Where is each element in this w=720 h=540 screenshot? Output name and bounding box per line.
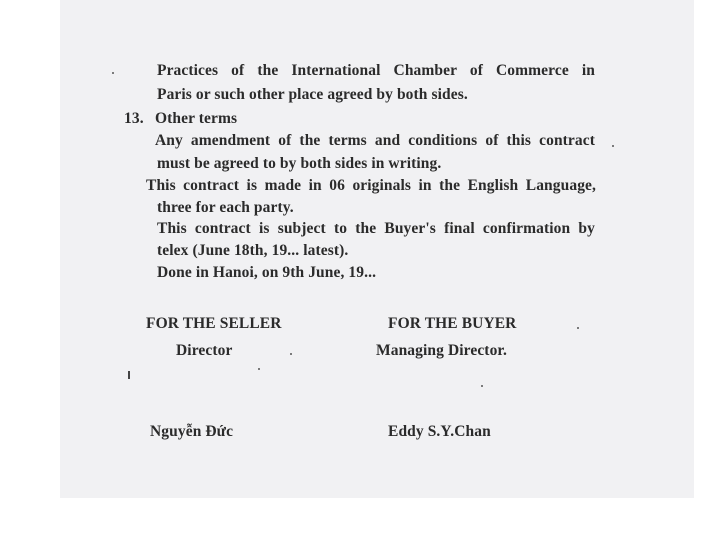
buyer-heading: FOR THE BUYER [388,315,517,332]
body-line: Done in Hanoi, on 9th June, 19... [157,264,377,281]
scan-speck [290,353,292,355]
scan-speck [577,327,579,329]
body-line: must be agreed to by both sides in writing. [157,155,442,172]
body-line: Paris or such other place agreed by both sides. [157,86,468,103]
seller-title: Director [176,342,233,359]
body-line: telex (June 18th, 19... latest). [157,242,349,259]
body-line: This contract is made in 06 originals in the English Language, [146,177,596,194]
section-heading: Other terms [155,110,238,127]
body-line: Any amendment of the terms and conditions of this contract [155,132,595,149]
scan-speck [112,72,114,74]
body-line: Practices of the International Chamber of Commerce in [157,62,595,79]
scan-mark [128,371,130,379]
seller-heading: FOR THE SELLER [146,315,282,332]
scan-speck [612,145,614,147]
seller-name: Nguyễn Đức [150,423,234,440]
scan-speck [481,385,483,387]
scan-speck [258,368,260,370]
scanned-page [60,0,694,498]
buyer-name: Eddy S.Y.Chan [388,423,491,440]
section-number: 13. [124,110,144,127]
body-line: three for each party. [157,199,294,216]
body-line: This contract is subject to the Buyer's final confirmation by [157,220,595,237]
buyer-title: Managing Director. [376,342,507,359]
